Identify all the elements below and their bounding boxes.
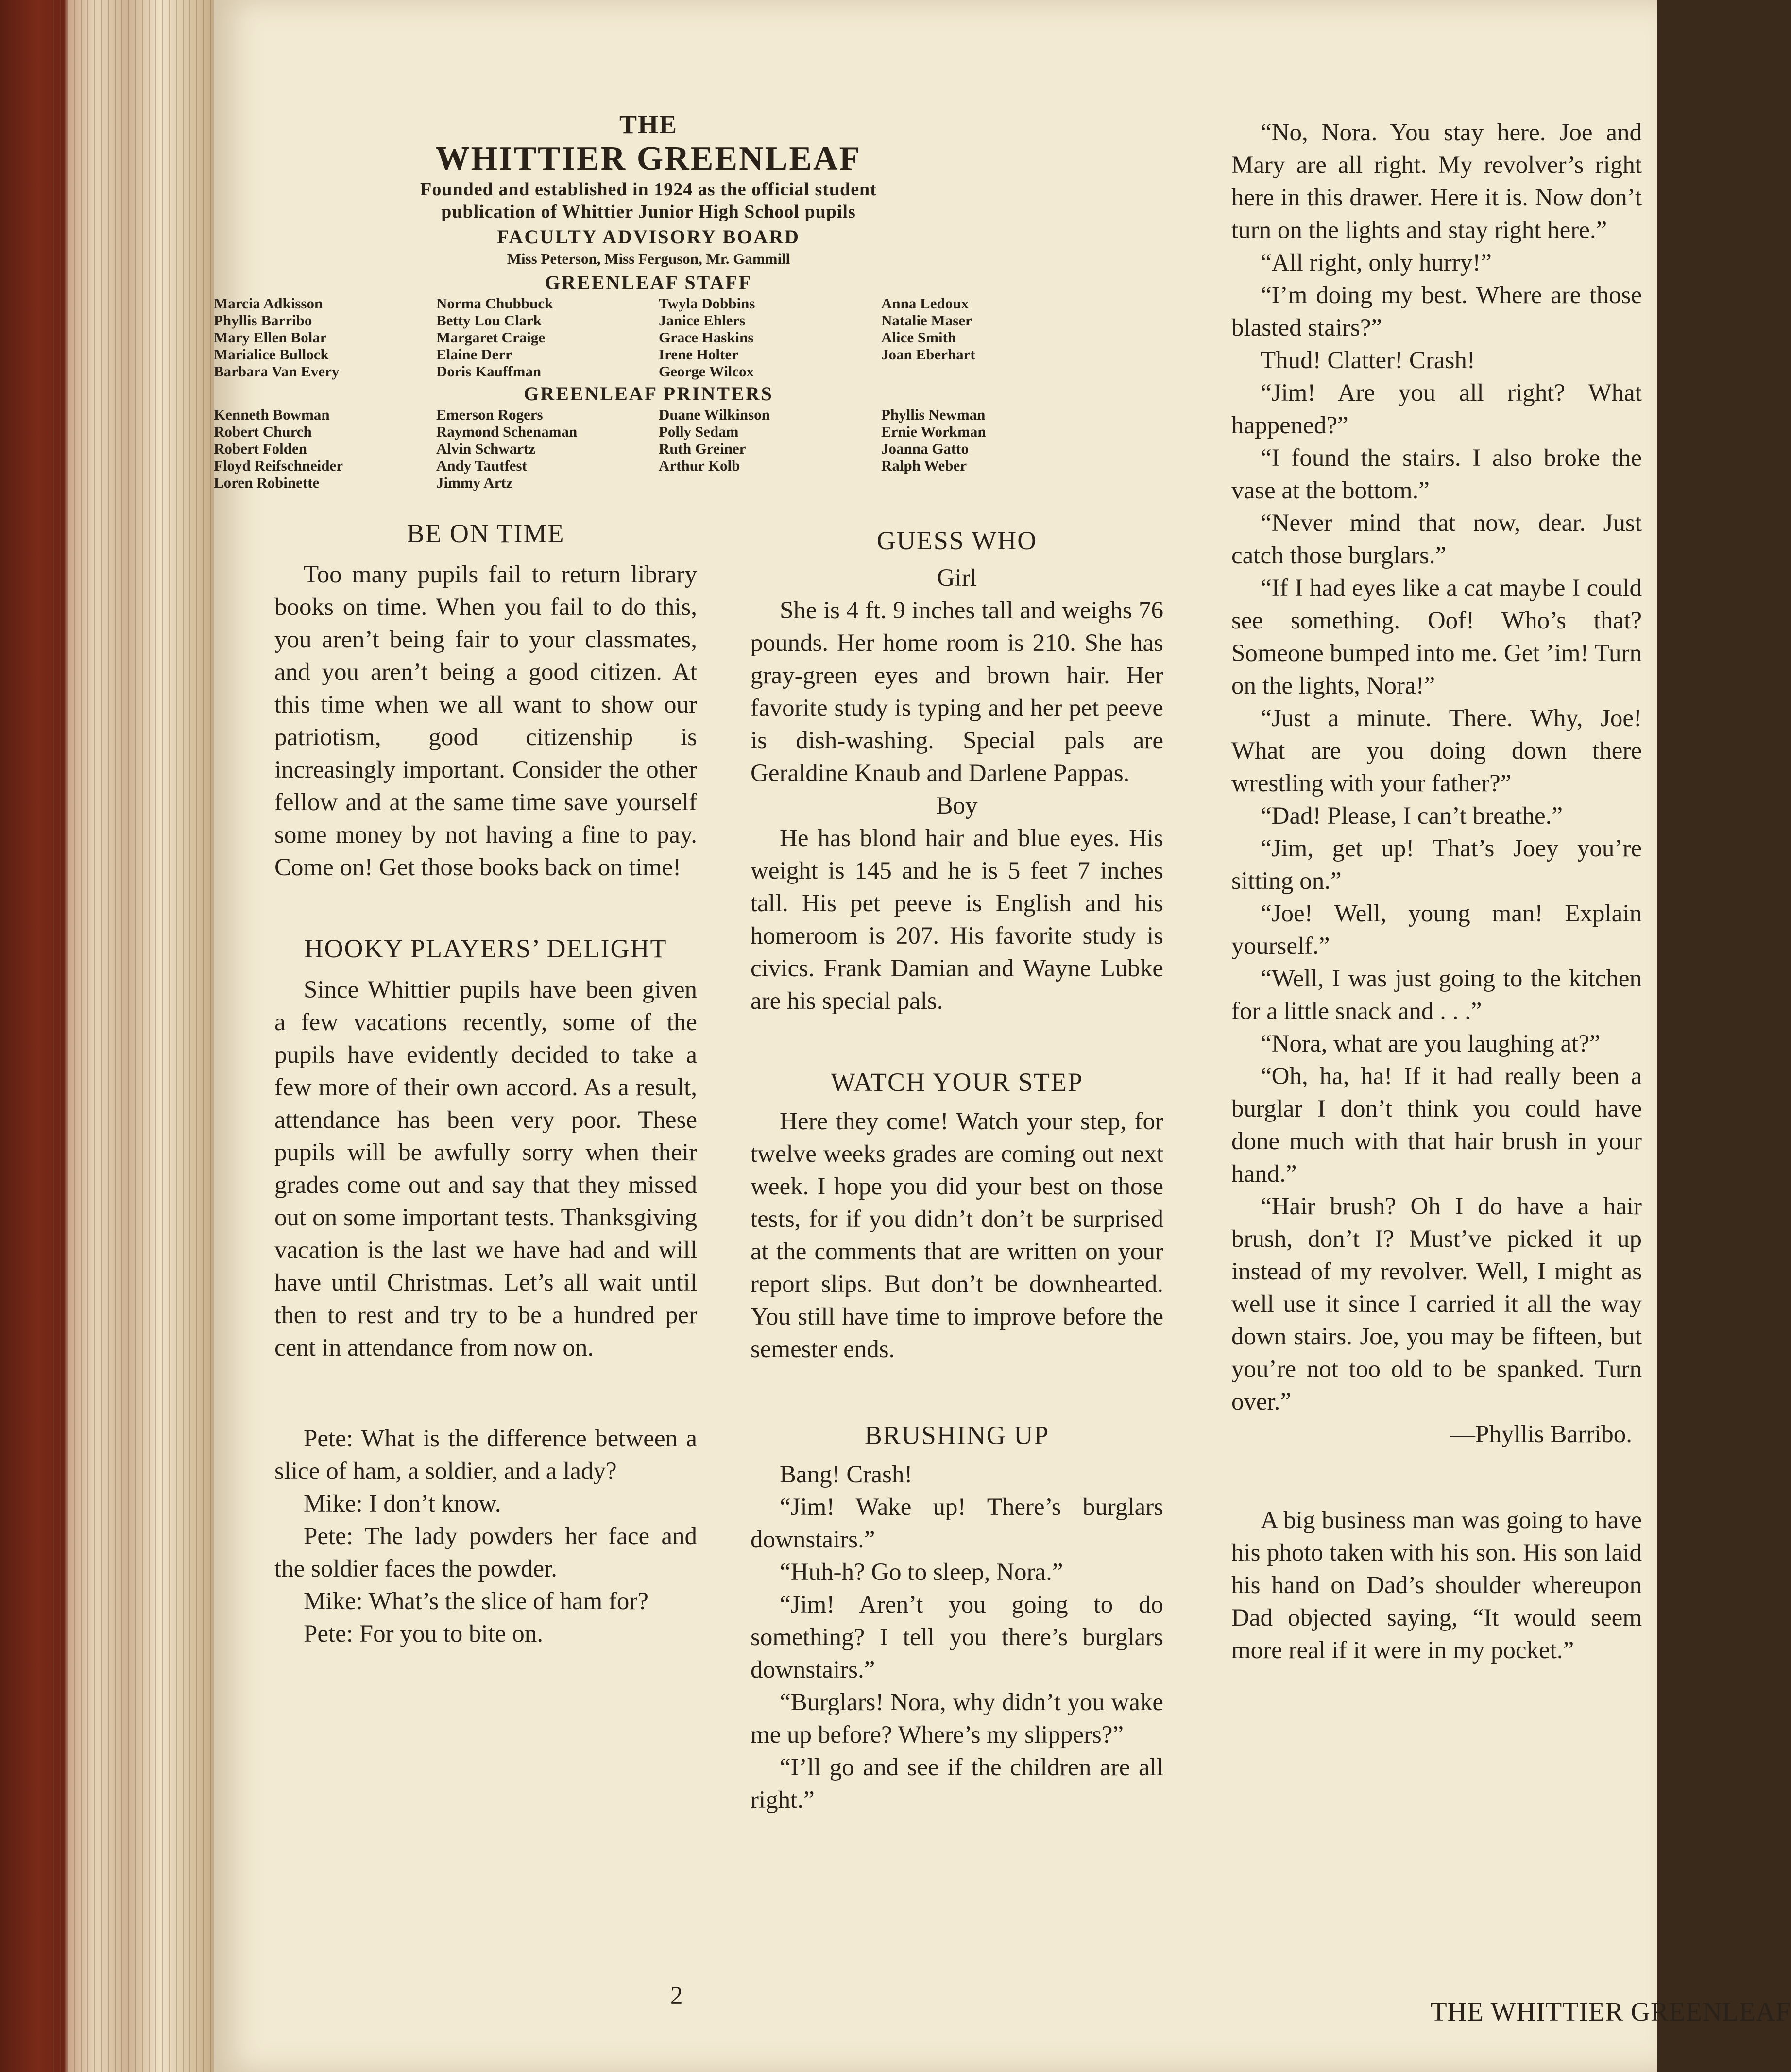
staff-name: Janice Ehlers <box>659 312 746 329</box>
story-paragraph: “Jim! Wake up! There’s burglars downstairs.” <box>751 1494 1163 1553</box>
staff-name: Marcia Adkisson <box>214 295 323 312</box>
joke <box>274 1423 697 1650</box>
story-paragraph: “All right, only hurry!” <box>1261 249 1492 276</box>
staff-name: Grace Haskins <box>659 329 754 346</box>
staff-name: Joan Eberhart <box>881 346 975 363</box>
story-paragraph: “Joe! Well, young man! Explain yourself.” <box>1231 900 1642 960</box>
story-paragraph: Bang! Crash! <box>780 1461 913 1488</box>
story-paragraph: “Jim! Are you all right? What happened?” <box>1231 379 1642 439</box>
printer-name: Loren Robinette <box>214 474 320 491</box>
story-paragraph: “Oh, ha, ha! If it had really been a burglar I don’t think you could have done much with that hair brush in your hand.” <box>1231 1063 1642 1188</box>
story-paragraph: “Well, I was just going to the kitchen for a little snack and . . .” <box>1231 965 1642 1025</box>
printers-col-4 <box>881 406 1104 491</box>
anecdote: A big business man was going to have his photo taken with his son. His son laid his hand on Dad’s shoulder whereupon Dad objected saying, “It would seem more real if it were in my pocket.” <box>1231 1507 1642 1664</box>
story-paragraph: “Huh-h? Go to sleep, Nora.” <box>780 1559 1063 1586</box>
staff-name: Barbara Van Every <box>214 363 340 380</box>
story-paragraph: “Dad! Please, I can’t breathe.” <box>1261 802 1563 830</box>
story-paragraph: “Just a minute. There. Why, Joe! What are you doing down there wrestling with your father?” <box>1231 705 1642 797</box>
page-number: 2 <box>670 1982 683 2009</box>
staff-heading: GREENLEAF STAFF <box>545 272 752 293</box>
staff-col-2 <box>436 295 659 380</box>
printer-name: Robert Church <box>214 423 312 440</box>
printer-name: Ernie Workman <box>881 423 986 440</box>
printer-name: Alvin Schwartz <box>436 440 536 457</box>
story-paragraph: “If I had eyes like a cat maybe I could see something. Oof! Who’s that? Someone bumped into me. Get ’im! Turn on the lights, Nora!” <box>1231 575 1642 699</box>
printer-name: Polly Sedam <box>659 423 739 440</box>
guess-who-heading: GUESS WHO <box>876 526 1038 555</box>
girl-text: She is 4 ft. 9 inches tall and weighs 76 pounds. Her home room is 210. She has gray-green eyes and brown hair. Her favorite study is typing and her pet peeve is dish-washing. Special pals are Geraldine Knaub and Darlene Pappas. <box>751 597 1163 787</box>
faculty-names: Miss Peterson, Miss Ferguson, Mr. Gammill <box>507 250 790 267</box>
staff-name: Margaret Craige <box>436 329 546 346</box>
printer-name: Emerson Rogers <box>436 406 543 423</box>
be-on-time-heading: BE ON TIME <box>407 519 565 548</box>
printers-col-2 <box>436 406 659 491</box>
story-paragraph: “I’ll go and see if the children are all right.” <box>751 1754 1163 1814</box>
joke-line: Mike: What’s the slice of ham for? <box>304 1588 649 1615</box>
boy-label: Boy <box>936 792 978 819</box>
printer-name: Robert Folden <box>214 440 307 457</box>
staff-name: Irene Holter <box>659 346 738 363</box>
staff-col-4 <box>881 295 1104 380</box>
printer-name: Joanna Gatto <box>881 440 969 457</box>
page-edges <box>53 0 214 2072</box>
printer-name: Ralph Weber <box>881 457 967 474</box>
story-paragraph: “I’m doing my best. Where are those blasted stairs?” <box>1231 282 1642 341</box>
printer-name: Ruth Greiner <box>659 440 746 457</box>
printers-col-3 <box>659 406 881 491</box>
brushing-up-story <box>751 1459 1163 1817</box>
printers-col-1 <box>214 406 436 491</box>
printer-name: Jimmy Artz <box>436 474 513 491</box>
boy-text: He has blond hair and blue eyes. His weight is 145 and he is 5 feet 7 inches tall. His pet peeve is English and his homeroom is 207. His favorite study is civics. Frank Damian and Wayne Lubke are his special pals. <box>751 825 1163 1015</box>
watch-your-step-text: Here they come! Watch your step, for twelve weeks grades are coming out next week. I hope you did your best on those tests, for if you didn’t don’t be surprised at the comments that are written on your report slips. But don’t be downhearted. You still have time to improve before the semester ends. <box>751 1108 1163 1363</box>
story-paragraph: “Jim! Aren’t you going to do something? I tell you there’s burglars downstairs.” <box>751 1591 1163 1683</box>
staff-col-1 <box>214 295 436 380</box>
staff-name: Norma Chubbuck <box>436 295 553 312</box>
newspaper-page <box>214 0 1791 2072</box>
masthead-the: THE <box>619 110 678 139</box>
staff-name: Phyllis Barribo <box>214 312 312 329</box>
staff-name: Marialice Bullock <box>214 346 329 363</box>
joke-line: Pete: For you to bite on. <box>304 1620 543 1647</box>
staff-name: Alice Smith <box>881 329 956 346</box>
masthead-sub1: Founded and established in 1924 as the official student <box>420 179 877 200</box>
masthead-title: WHITTIER GREENLEAF <box>435 140 862 177</box>
story-paragraph: “Nora, what are you laughing at?” <box>1261 1030 1601 1057</box>
printers-list <box>214 406 1020 491</box>
joke-line: Pete: What is the difference between a slice of ham, a soldier, and a lady? <box>274 1425 697 1485</box>
printer-name: Raymond Schenaman <box>436 423 578 440</box>
story-paragraph: “No, Nora. You stay here. Joe and Mary are all right. My revolver’s right here in this drawer. Here it is. Now don’t turn on the lights and stay right here.” <box>1231 119 1642 244</box>
printer-name: Phyllis Newman <box>881 406 986 423</box>
story-paragraph: “Jim, get up! That’s Joey you’re sitting on.” <box>1231 835 1642 895</box>
printer-name: Arthur Kolb <box>659 457 740 474</box>
printer-name: Andy Tautfest <box>436 457 527 474</box>
staff-col-3 <box>659 295 881 380</box>
column-3 <box>1231 117 1642 1667</box>
masthead <box>214 109 1020 491</box>
joke-line: Pete: The lady powders her face and the soldier faces the powder. <box>274 1523 697 1582</box>
staff-name: Doris Kauffman <box>436 363 542 380</box>
staff-name: Betty Lou Clark <box>436 312 542 329</box>
printer-name: Kenneth Bowman <box>214 406 330 423</box>
girl-label: Girl <box>937 564 977 592</box>
story-author: —Phyllis Barribo. <box>1450 1421 1632 1448</box>
faculty-heading: FACULTY ADVISORY BOARD <box>497 226 800 248</box>
staff-name: Mary Ellen Bolar <box>214 329 327 346</box>
printers-heading: GREENLEAF PRINTERS <box>524 383 773 405</box>
column-1 <box>274 517 697 1650</box>
story-paragraph: “I found the stairs. I also broke the vase at the bottom.” <box>1231 444 1642 504</box>
be-on-time-text: Too many pupils fail to return library books on time. When you fail to do this, you aren’t being fair to your classmates, and you aren’t being a good citizen. At this time when we all want to show our patriotism, good citizenship is increasingly important. Consider the other fellow and at the same time save yourself some money by not having a fine to pay. Come on! Get those books back on time! <box>274 561 697 881</box>
column-2 <box>751 525 1163 1817</box>
joke-line: Mike: I don’t know. <box>304 1490 501 1517</box>
staff-name: Natalie Maser <box>881 312 972 329</box>
printer-name: Floyd Reifschneider <box>214 457 343 474</box>
printer-name: Duane Wilkinson <box>659 406 770 423</box>
watch-your-step-heading: WATCH YOUR STEP <box>830 1068 1084 1097</box>
staff-list <box>214 295 1020 380</box>
staff-name: Anna Ledoux <box>881 295 969 312</box>
hooky-text: Since Whittier pupils have been given a few vacations recently, some of the pupils have evidently decided to take a few more of their own accord. As a result, attendance has been very poor. These pupils will be awfully sorry when their grades come out and say that they missed out on some important tests. Thanksgiving vacation is the last we have had and will have until Christmas. Let’s all wait until then to rest and try to be a hundred per cent in attendance from now on. <box>274 976 697 1361</box>
staff-name: George Wilcox <box>659 363 754 380</box>
staff-name: Twyla Dobbins <box>659 295 755 312</box>
masthead-sub2: publication of Whittier Junior High School pupils <box>441 202 856 222</box>
brushing-up-heading: BRUSHING UP <box>864 1421 1050 1450</box>
story-paragraph: “Never mind that now, dear. Just catch those burglars.” <box>1231 510 1642 569</box>
story-paragraph: “Burglars! Nora, why didn’t you wake me up before? Where’s my slippers?” <box>751 1689 1163 1749</box>
staff-name: Elaine Derr <box>436 346 512 363</box>
hooky-heading: HOOKY PLAYERS’ DELIGHT <box>304 934 667 963</box>
story-paragraph: Thud! Clatter! Crash! <box>1261 347 1475 374</box>
story-paragraph: “Hair brush? Oh I do have a hair brush, don’t I? Must’ve picked it up instead of my revolver. Well, I might as well use it since I carried it all the way down stairs. Joe, you may be fifteen, but you’re not too old to be spanked. Turn over.” <box>1231 1193 1642 1415</box>
footer-title: THE WHITTIER GREENLEAF <box>1431 1997 1791 2026</box>
